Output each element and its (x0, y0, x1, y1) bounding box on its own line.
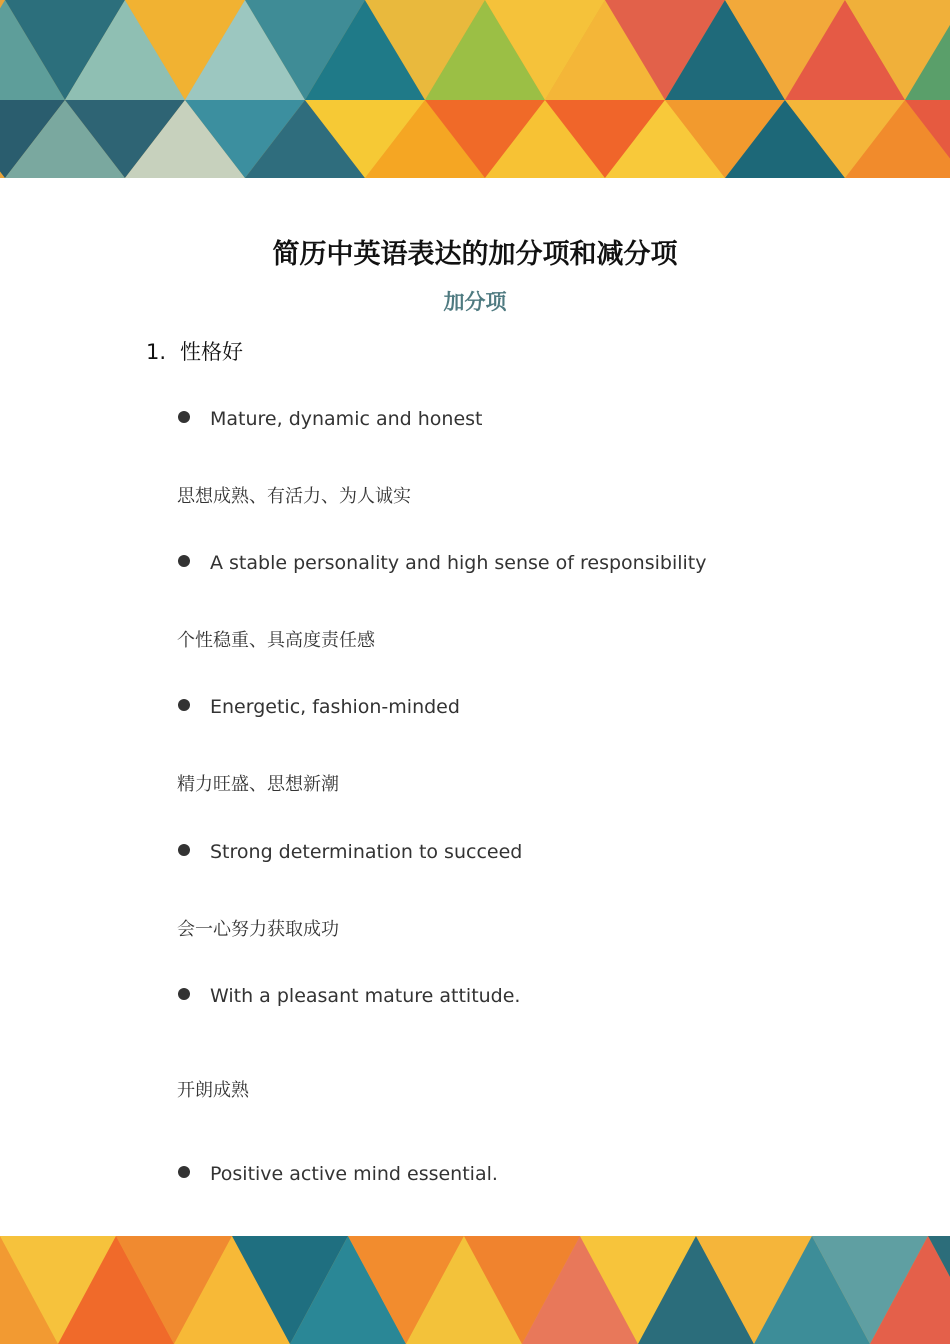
list-item (178, 985, 520, 1007)
english-phrase: Mature, dynamic and honest (210, 408, 483, 430)
chinese-translation: 精力旺盛、思想新潮 (177, 774, 339, 795)
bottom-decorative-banner (0, 1236, 950, 1344)
document-title: 简历中英语表达的加分项和减分项 (272, 239, 678, 270)
english-phrase: Positive active mind essential. (210, 1163, 498, 1185)
triangle-pattern-bottom (0, 1236, 950, 1344)
bullet-icon (178, 555, 190, 567)
list-item (178, 1163, 498, 1185)
bullet-icon (178, 988, 190, 1000)
bullet-icon (178, 844, 190, 856)
chinese-translation: 会一心努力获取成功 (177, 919, 339, 940)
bullet-icon (178, 411, 190, 423)
bullet-icon (178, 699, 190, 711)
top-decorative-banner (0, 0, 950, 178)
section-subtitle: 加分项 (443, 290, 507, 314)
chinese-translation: 开朗成熟 (177, 1080, 249, 1101)
list-number: 1. (146, 340, 167, 364)
list-item (178, 841, 522, 863)
english-phrase: With a pleasant mature attitude. (210, 985, 521, 1007)
english-phrase: Energetic, fashion-minded (210, 696, 460, 718)
bullet-icon (178, 1166, 190, 1178)
english-phrase: A stable personality and high sense of responsibility (210, 552, 707, 574)
chinese-translation: 个性稳重、具高度责任感 (177, 630, 375, 651)
list-heading (146, 336, 243, 366)
list-heading-text: 性格好 (180, 340, 244, 364)
chinese-translation: 思想成熟、有活力、为人诚实 (177, 486, 411, 507)
list-item (178, 408, 483, 430)
triangle-pattern-top (0, 0, 950, 178)
english-phrase: Strong determination to succeed (210, 841, 523, 863)
list-item (178, 696, 460, 718)
list-item (178, 552, 707, 574)
